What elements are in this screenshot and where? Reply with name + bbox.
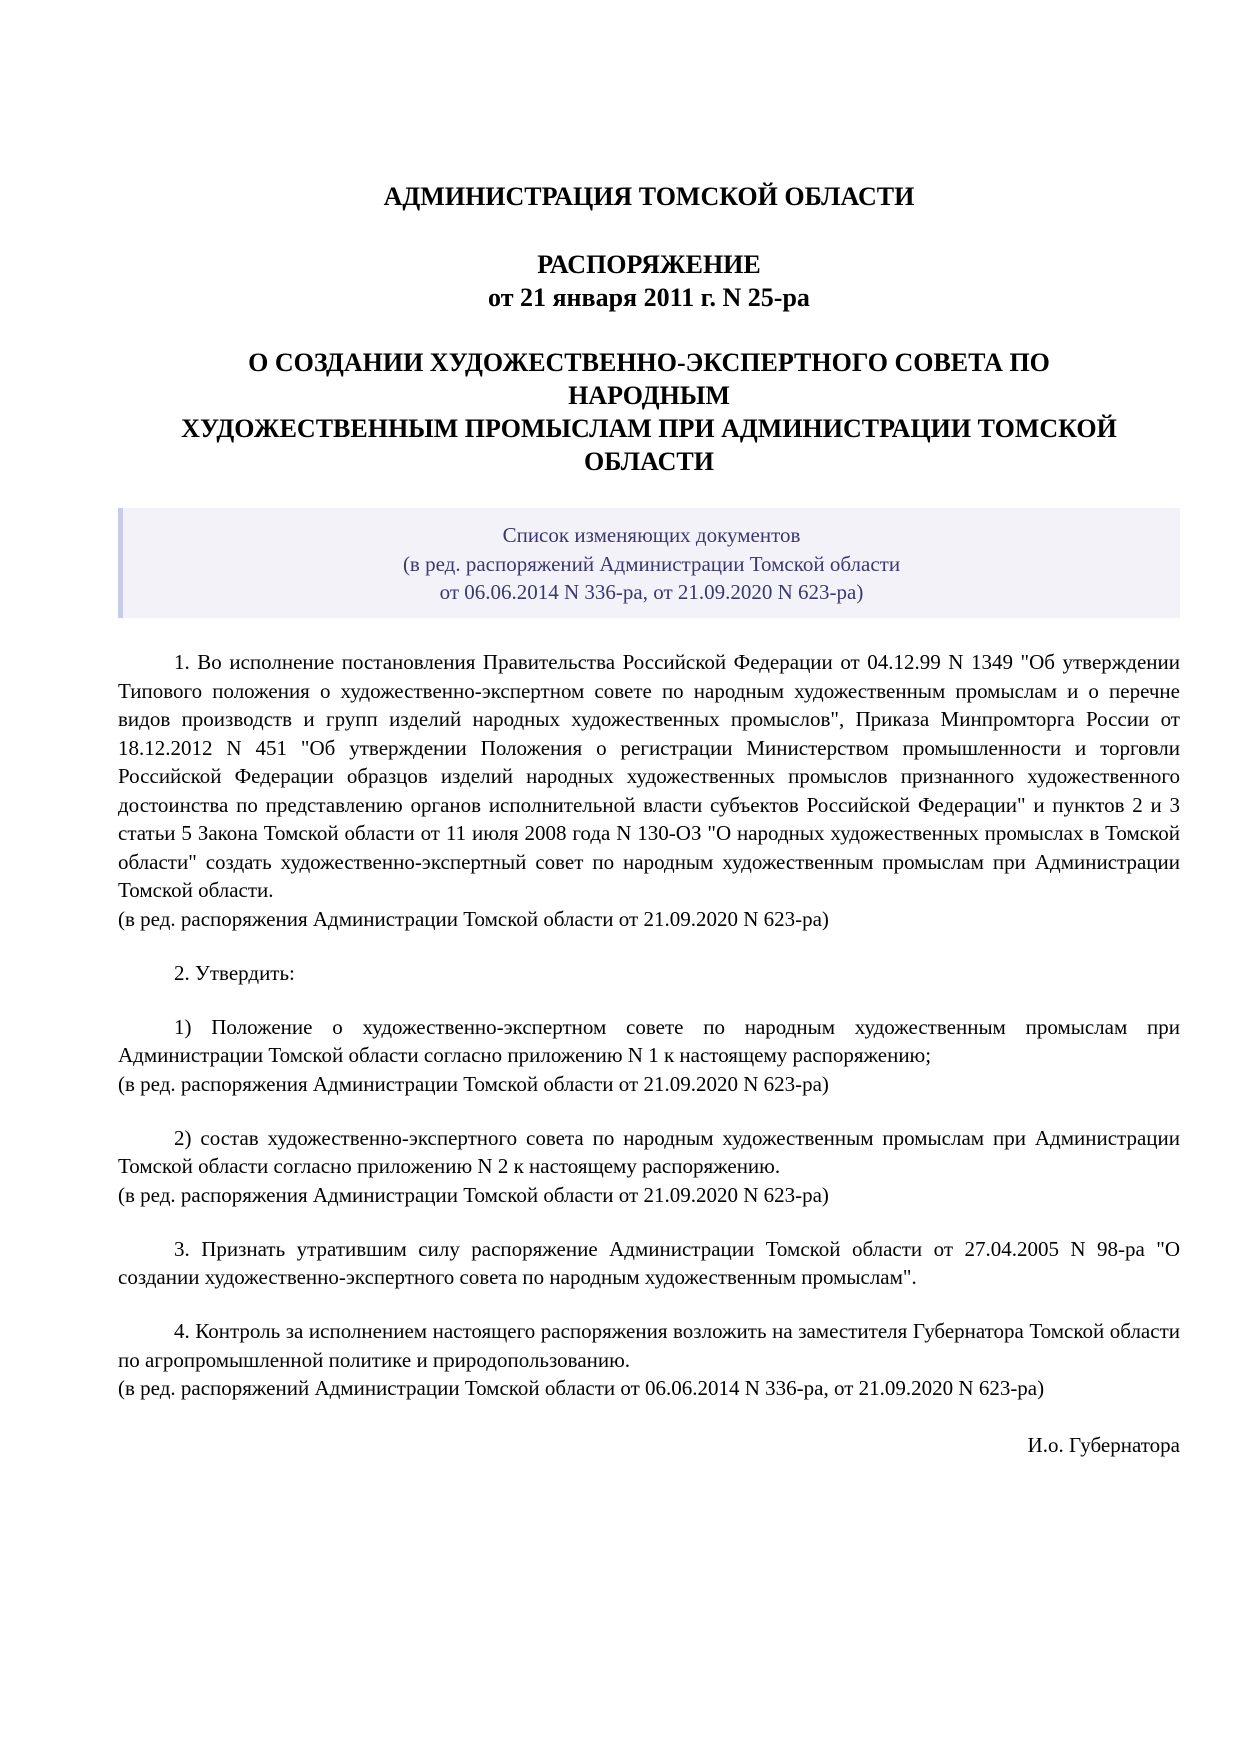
changes-list-box [118,508,1180,618]
document-type-block [118,248,1180,314]
paragraph-3: 3. Признать утратившим силу распоряжение Администрации Томской области от 27.04.2005 N 98-ра "О создании художественно-экспертного совета по народным художественным промыслам". [118,1236,1180,1289]
title-line: НАРОДНЫМ [568,381,730,410]
paragraph-2-2: 2) состав художественно-экспертного совета по народным художественным промыслам при Администрации Томской области согласно приложению N 2 к настоящему распоряжению. [118,1125,1180,1178]
document-body [118,648,1180,1459]
paragraph-1: 1. Во исполнение постановления Правительства Российской Федерации от 04.12.99 N 1349 "Об утверждении Типового положения о художественно-экспертном совете по народным художественным промыслам и о перечне видов производств и групп изделий народных художественных промыслов", Приказа Минпромторга России от 18.12.2012 N 451 "Об утверждении Положения о регистрации Министерством промышленности и торговли Российской Федерации образцов изделий народных художественных промыслов признанного художественного достоинства по представлению органов исполнительной власти субъектов Российской Федерации" и пунктов 2 и 3 статьи 5 Закона Томской области от 11 июля 2008 года N 130-ОЗ "О народных художественных промыслах в Томской области" создать художественно-экспертный совет по народным художественным промыслам при Администрации Томской области. [118,650,1180,902]
edit-note: (в ред. распоряжения Администрации Томской области от 21.09.2020 N 623-ра) [118,906,829,931]
document-title [118,346,1180,478]
document-date-number: от 21 января 2011 г. N 25-ра [488,283,810,312]
title-line: ОБЛАСТИ [584,447,714,476]
title-line: ХУДОЖЕСТВЕННЫМ ПРОМЫСЛАМ ПРИ АДМИНИСТРАЦИИ ТОМСКОЙ [181,414,1117,443]
signature: И.о. Губернатора [1027,1432,1180,1457]
authority-title: АДМИНИСТРАЦИЯ ТОМСКОЙ ОБЛАСТИ [383,182,915,211]
title-line: О СОЗДАНИИ ХУДОЖЕСТВЕННО-ЭКСПЕРТНОГО СОВЕТА ПО [248,348,1050,377]
edit-note: (в ред. распоряжений Администрации Томской области от 06.06.2014 N 336-ра, от 21.09.2020 N 623-ра) [118,1376,1045,1400]
document-type: РАСПОРЯЖЕНИЕ [537,250,761,279]
edit-note: (в ред. распоряжения Администрации Томской области от 21.09.2020 N 623-ра) [118,1071,829,1096]
changes-line: от 06.06.2014 N 336-ра, от 21.09.2020 N 623-ра) [439,580,864,604]
paragraph-2-1: 1) Положение о художественно-экспертном совете по народным художественным промыслам при Администрации Томской области согласно приложению N 1 к настоящему распоряжению; [118,1014,1180,1067]
changes-line: Список изменяющих документов [502,523,801,547]
paragraph-4: 4. Контроль за исполнением настоящего распоряжения возложить на заместителя Губернатора Томской области по агропромышленной политике и природопользованию. [118,1319,1180,1372]
changes-line: (в ред. распоряжений Администрации Томской области [402,551,901,576]
edit-note: (в ред. распоряжения Администрации Томской области от 21.09.2020 N 623-ра) [118,1182,829,1207]
paragraph-2: 2. Утвердить: [174,960,295,985]
